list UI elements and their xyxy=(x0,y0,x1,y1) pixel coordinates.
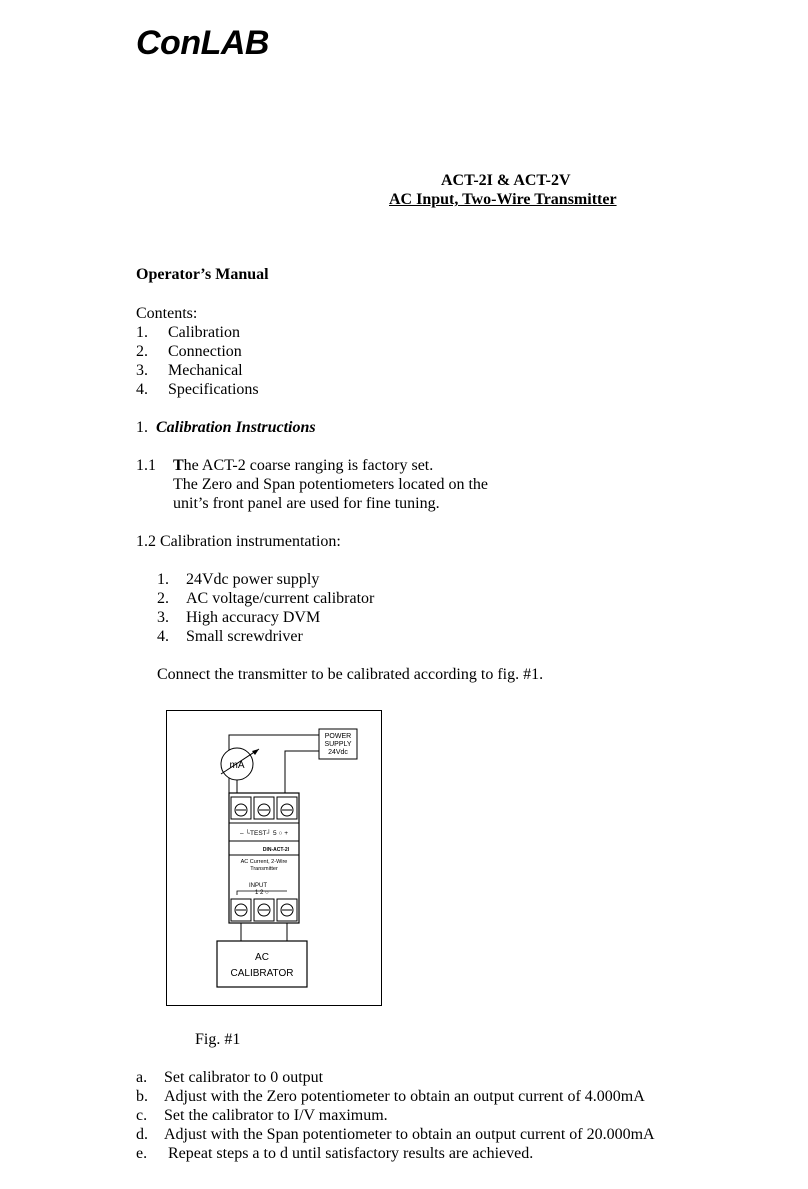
power-supply-label-2: SUPPLY xyxy=(324,741,352,748)
conlab-logo: ConLAB xyxy=(136,24,269,62)
paragraph-1-2: 1.2 Calibration instrumentation: xyxy=(136,533,341,550)
transmitter-desc-1: AC Current, 2-Wire xyxy=(240,859,288,865)
section-heading: 1. Calibration Instructions xyxy=(136,419,316,436)
wiring-diagram-svg xyxy=(167,711,380,1004)
manual-title: Operator’s Manual xyxy=(136,266,269,283)
figure-caption: Fig. #1 xyxy=(195,1031,241,1048)
instrument-item: 1. 24Vdc power supply xyxy=(157,571,320,588)
input-label: INPUT xyxy=(249,883,267,889)
step-item: e. Repeat steps a to d until satisfactory results are achieved. xyxy=(136,1145,534,1162)
calibrator-label-1: AC xyxy=(255,952,269,963)
paragraph-1-1-line2: The Zero and Span potentiometers located on the xyxy=(173,476,489,493)
calibrator-label-2: CALIBRATOR xyxy=(230,968,294,979)
step-item: d. Adjust with the Span potentiometer to obtain an output current of 20.000mA xyxy=(136,1126,655,1143)
connect-instruction: Connect the transmitter to be calibrated according to fig. #1. xyxy=(157,666,544,683)
transmitter-desc-2: Transmitter xyxy=(250,866,278,872)
paragraph-1-1-line3: unit’s front panel are used for fine tuning. xyxy=(173,495,440,512)
model-title: ACT-2I & ACT-2V xyxy=(441,172,571,189)
contents-item: 4. Specifications xyxy=(136,381,259,398)
paragraph-1-1: 1.1 The ACT-2 coarse ranging is factory set. xyxy=(136,457,434,474)
terminal-label: – └TEST┘ 5 ○ + xyxy=(240,830,288,837)
contents-label: Contents: xyxy=(136,305,198,322)
step-item: a. Set calibrator to 0 output xyxy=(136,1069,324,1086)
input-pins: 1 2 ○ xyxy=(255,890,269,896)
instrument-item: 3. High accuracy DVM xyxy=(157,609,321,626)
product-subtitle: AC Input, Two-Wire Transmitter xyxy=(389,191,617,208)
contents-item: 2. Connection xyxy=(136,343,242,360)
meter-label: mA xyxy=(229,760,245,771)
power-supply-label-3: 24Vdc xyxy=(328,749,348,756)
instrument-item: 4. Small screwdriver xyxy=(157,628,303,645)
model-tag: DIN-ACT-2I xyxy=(262,847,289,853)
instrument-item: 2. AC voltage/current calibrator xyxy=(157,590,375,607)
step-item: c. Set the calibrator to I/V maximum. xyxy=(136,1107,388,1124)
meter-arrowhead xyxy=(252,749,259,755)
wiring-diagram xyxy=(166,710,382,1006)
wire-ps-plus xyxy=(285,751,319,793)
contents-item: 1. Calibration xyxy=(136,324,240,341)
contents-item: 3. Mechanical xyxy=(136,362,243,379)
ac-calibrator-box xyxy=(217,941,307,987)
step-item: b. Adjust with the Zero potentiometer to obtain an output current of 4.000mA xyxy=(136,1088,645,1105)
power-supply-label-1: POWER xyxy=(324,733,352,740)
